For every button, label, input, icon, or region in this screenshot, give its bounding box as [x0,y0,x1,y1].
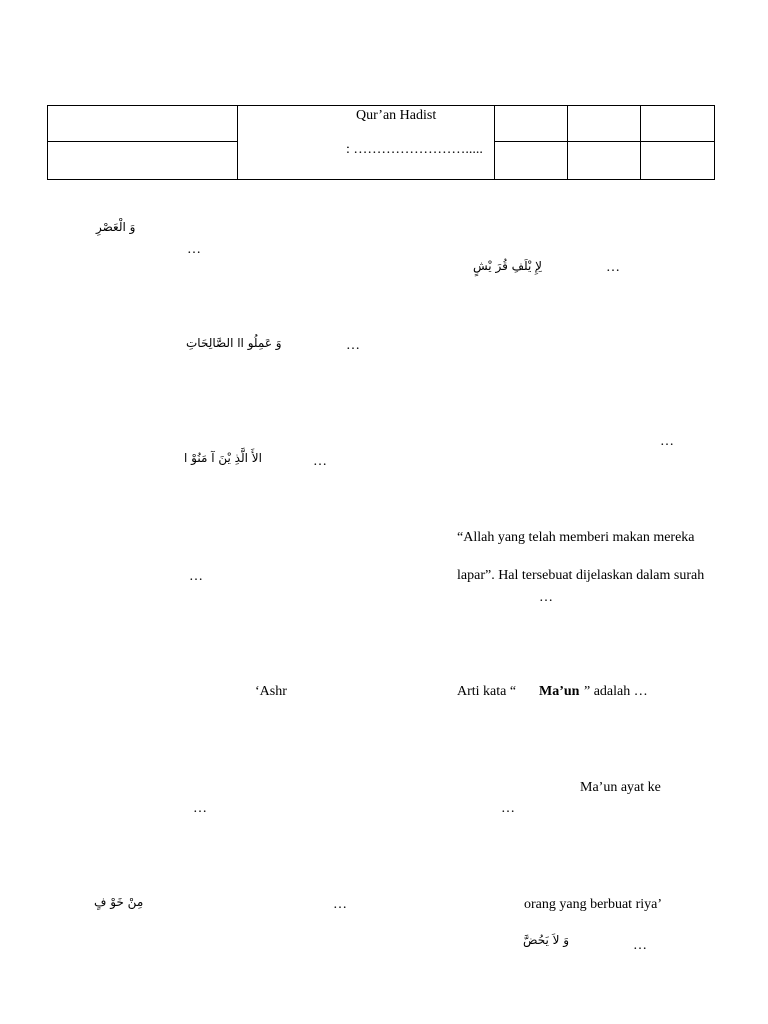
header-cell-2-5 [641,142,715,180]
ellipsis-7: … [539,590,553,605]
ellipsis-6: … [189,569,203,584]
header-cell-2-1 [48,142,238,180]
arabic-alladzina: الأَ الَّذِ يْنَ آ مَنُوْ ا [184,451,262,465]
ellipsis-4: … [660,434,674,449]
header-cell-1-3 [495,106,568,142]
header-cell-1-5 [641,106,715,142]
arabic-min-khauf: مِنْ خَوْ فٍ [94,895,144,909]
question-text-line2: lapar”. Hal tersebuat dijelaskan dalam surah [457,568,705,583]
ellipsis-9: … [501,801,515,816]
arti-kata-suffix: ” adalah … [584,684,648,699]
header-table [47,105,715,180]
ellipsis-11: … [633,938,647,953]
arabic-wa-la-yahudhu: وَ لاَ يَحُضَّ [523,933,570,947]
arabic-li-ilafi: لِإِ يْلَفِ قُرَ يْشٍ [473,259,543,273]
ellipsis-2: … [606,260,620,275]
subject-title: Qur’an Hadist [356,108,437,123]
ellipsis-5: … [313,454,327,469]
dotted-field: : ……………………..... [346,142,483,157]
arabic-wal-ashr: وَ الْعَصْرِ [96,220,136,234]
arti-kata-prefix: Arti kata “ [457,684,517,699]
header-cell-2-4 [568,142,641,180]
header-cell-1-1 [48,106,238,142]
header-subject-cell [238,106,495,180]
maun-bold: Ma’un [539,684,580,699]
arabic-wa-amilu: وَ عَمِلُو اا الصَّالِحَاتِ [186,336,282,350]
ellipsis-10: … [333,897,347,912]
ellipsis-8: … [193,801,207,816]
ellipsis-3: … [346,338,360,353]
maun-ayat-text: Ma’un ayat ke [580,780,661,795]
ellipsis-1: … [187,242,201,257]
riya-text: orang yang berbuat riya’ [524,897,662,912]
header-cell-2-3 [495,142,568,180]
header-cell-1-4 [568,106,641,142]
question-text-line1: “Allah yang telah memberi makan mereka [457,530,695,545]
ashr-label: ‘Ashr [255,684,287,699]
